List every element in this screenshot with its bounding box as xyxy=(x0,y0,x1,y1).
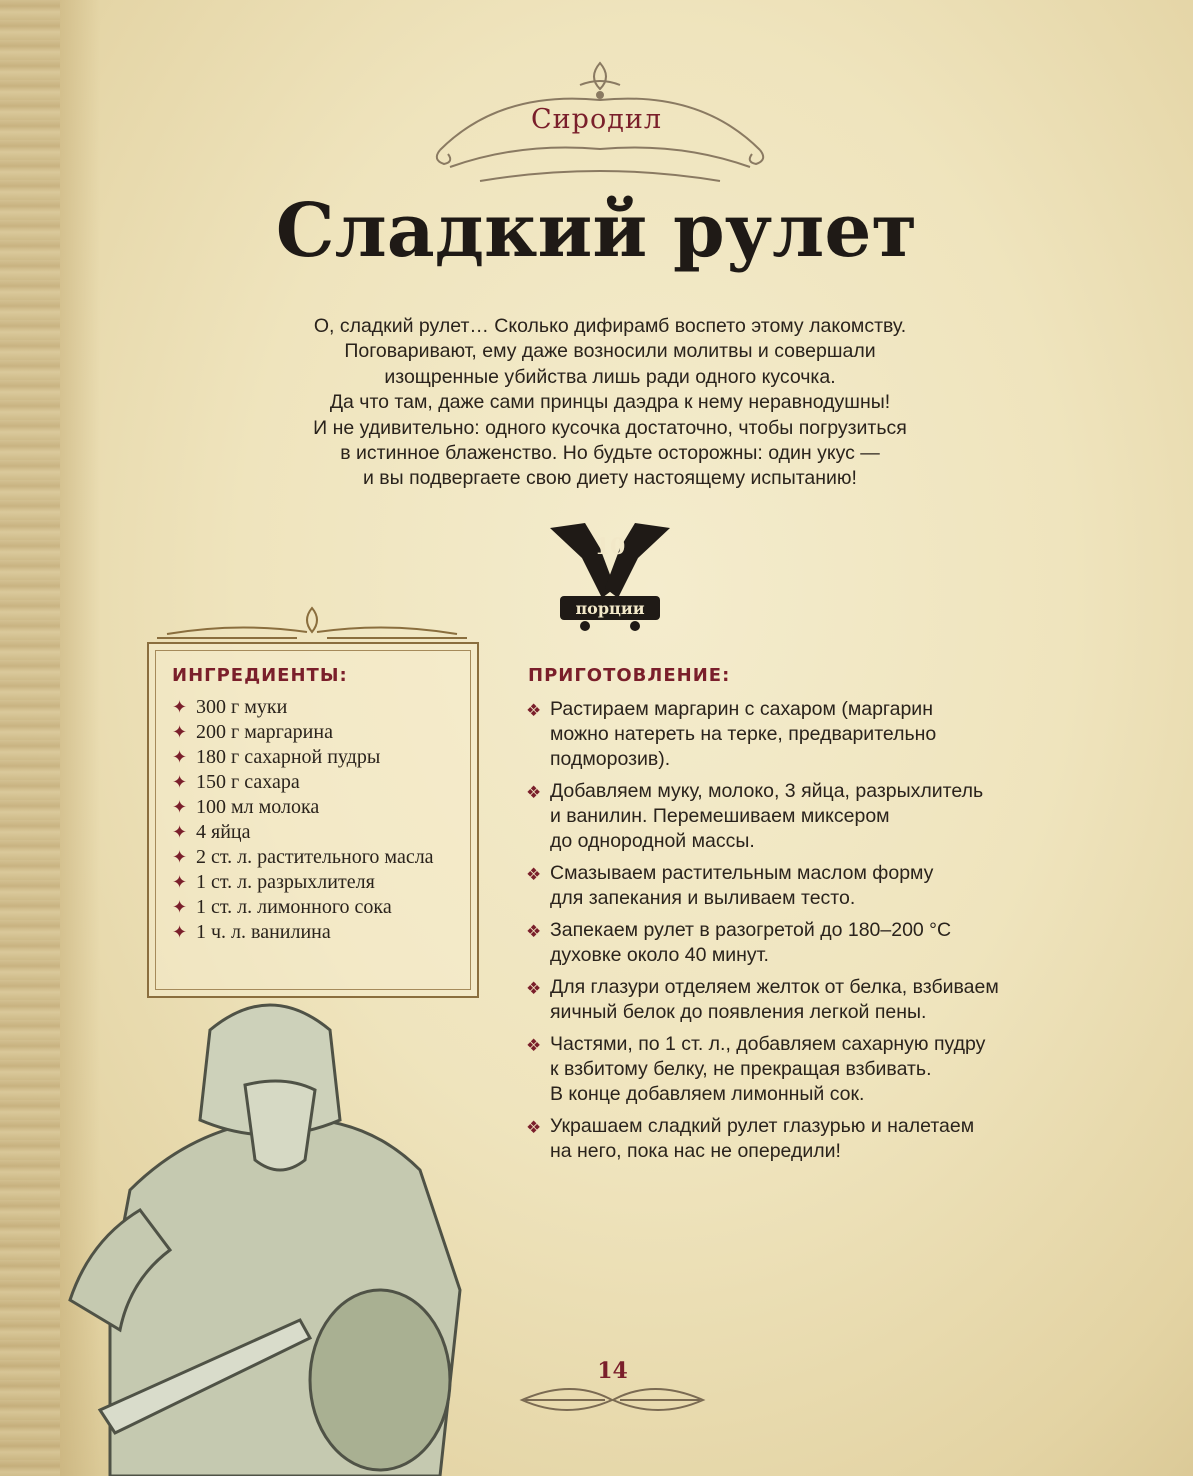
preparation-step xyxy=(526,1032,1086,1107)
step-line: Добавляем муку, молоко, 3 яйца, разрыхлитель xyxy=(550,780,984,802)
ingredient-item xyxy=(170,795,470,820)
diamond-bullet-icon: ❖ xyxy=(526,783,542,802)
ingredients-list xyxy=(170,695,470,945)
star-bullet-icon: ✦ xyxy=(172,747,188,767)
step-line: яичный белок до появления легкой пены. xyxy=(550,1001,927,1023)
ingredient-item xyxy=(170,870,470,895)
servings-badge xyxy=(540,518,680,638)
preparation-step xyxy=(526,779,1086,854)
diamond-bullet-icon: ❖ xyxy=(526,979,542,998)
intro-paragraph xyxy=(200,314,1020,492)
star-bullet-icon: ✦ xyxy=(172,897,188,917)
ingredient-text: 4 яйца xyxy=(196,821,251,843)
step-line: Смазываем растительным маслом форму xyxy=(550,862,934,884)
ingredient-item xyxy=(170,695,470,720)
star-bullet-icon: ✦ xyxy=(172,872,188,892)
ingredient-text: 150 г сахара xyxy=(196,771,300,793)
servings-count: 10 xyxy=(594,534,626,560)
warrior-face xyxy=(245,1081,315,1170)
diamond-bullet-icon: ❖ xyxy=(526,922,542,941)
step-line: подморозив). xyxy=(550,748,671,770)
ingredient-item xyxy=(170,895,470,920)
step-line: и ванилин. Перемешиваем миксером xyxy=(550,805,890,827)
ingredient-text: 200 г маргарина xyxy=(196,721,333,743)
step-line: В конце добавляем лимонный сок. xyxy=(550,1083,865,1105)
star-bullet-icon: ✦ xyxy=(172,822,188,842)
ingredient-text: 100 мл молока xyxy=(196,796,320,818)
star-bullet-icon: ✦ xyxy=(172,797,188,817)
ingredient-text: 2 ст. л. растительного масла xyxy=(196,846,434,868)
ingredient-text: 1 ст. л. лимонного сока xyxy=(196,896,392,918)
ingredient-text: 1 ч. л. ванилина xyxy=(196,921,331,943)
step-line: для запекания и выливаем тесто. xyxy=(550,887,856,909)
intro-line: Поговаривают, ему даже возносили молитвы и совершали xyxy=(344,340,876,363)
intro-line: И не удивительно: одного кусочка достаточно, чтобы погрузиться xyxy=(313,416,907,439)
box-ornament-icon xyxy=(147,604,477,644)
step-line: Украшаем сладкий рулет глазурью и налетаем xyxy=(550,1115,975,1137)
step-line: Для глазури отделяем желток от белка, взбиваем xyxy=(550,976,999,998)
intro-line: и вы подвергаете свою диету настоящему испытанию! xyxy=(363,467,857,490)
intro-line: О, сладкий рулет… Сколько дифирамб воспето этому лакомству. xyxy=(313,315,907,337)
preparation-steps xyxy=(526,697,1086,1171)
step-line: можно натереть на терке, предварительно xyxy=(550,723,937,745)
ingredient-text: 180 г сахарной пудры xyxy=(196,746,381,768)
star-bullet-icon: ✦ xyxy=(172,697,188,717)
ingredient-text: 1 ст. л. разрыхлителя xyxy=(196,871,375,893)
ingredient-item xyxy=(170,845,436,870)
preparation-title: ПРИГОТОВЛЕНИЕ: xyxy=(528,665,731,686)
diamond-bullet-icon: ❖ xyxy=(526,865,542,884)
preparation-step xyxy=(526,975,1086,1025)
step-line: Частями, по 1 ст. л., добавляем сахарную пудру xyxy=(550,1033,986,1055)
intro-line: в истинное блаженство. Но будьте осторожны: один укус — xyxy=(340,442,880,465)
ingredient-item xyxy=(170,745,470,770)
intro-line: Да что там, даже сами принцы даэдра к нему неравнодушны! xyxy=(329,391,891,414)
diamond-bullet-icon: ❖ xyxy=(526,1036,542,1055)
star-bullet-icon: ✦ xyxy=(172,722,188,742)
star-bullet-icon: ✦ xyxy=(172,772,188,792)
ingredients-title: ИНГРЕДИЕНТЫ: xyxy=(172,665,348,686)
page-number: 14 xyxy=(597,1358,628,1384)
step-line: к взбитому белку, не прекращая взбивать. xyxy=(550,1058,932,1080)
ingredient-item xyxy=(170,770,470,795)
servings-label: порции xyxy=(575,599,645,618)
ingredient-text: 300 г муки xyxy=(196,696,288,718)
diamond-bullet-icon: ❖ xyxy=(526,701,542,720)
preparation-step xyxy=(526,697,1086,772)
preparation-step xyxy=(526,861,1086,911)
step-line: Растираем маргарин с сахаром (маргарин xyxy=(550,698,933,720)
step-line: Запекаем рулет в разогретой до 180–200 °С xyxy=(550,919,952,941)
page-title: Сладкий рулет xyxy=(275,188,918,274)
leaf-ornament-icon xyxy=(515,1380,710,1420)
ingredient-item xyxy=(170,920,470,945)
ingredient-item xyxy=(170,720,470,745)
diamond-bullet-icon: ❖ xyxy=(526,1118,542,1137)
step-line: духовке около 40 минут. xyxy=(550,944,769,966)
step-line: на него, пока нас не опередили! xyxy=(550,1140,841,1162)
star-bullet-icon: ✦ xyxy=(172,922,188,942)
ingredient-item xyxy=(170,820,470,845)
preparation-step xyxy=(526,918,1086,968)
step-line: до однородной массы. xyxy=(550,830,755,852)
region-label: Сиродил xyxy=(531,104,662,135)
intro-line: изощренные убийства лишь ради одного кусочка. xyxy=(384,365,836,388)
preparation-step xyxy=(526,1114,1086,1164)
warrior-shield xyxy=(310,1290,450,1470)
warrior-illustration xyxy=(60,990,480,1476)
star-bullet-icon: ✦ xyxy=(172,847,188,867)
